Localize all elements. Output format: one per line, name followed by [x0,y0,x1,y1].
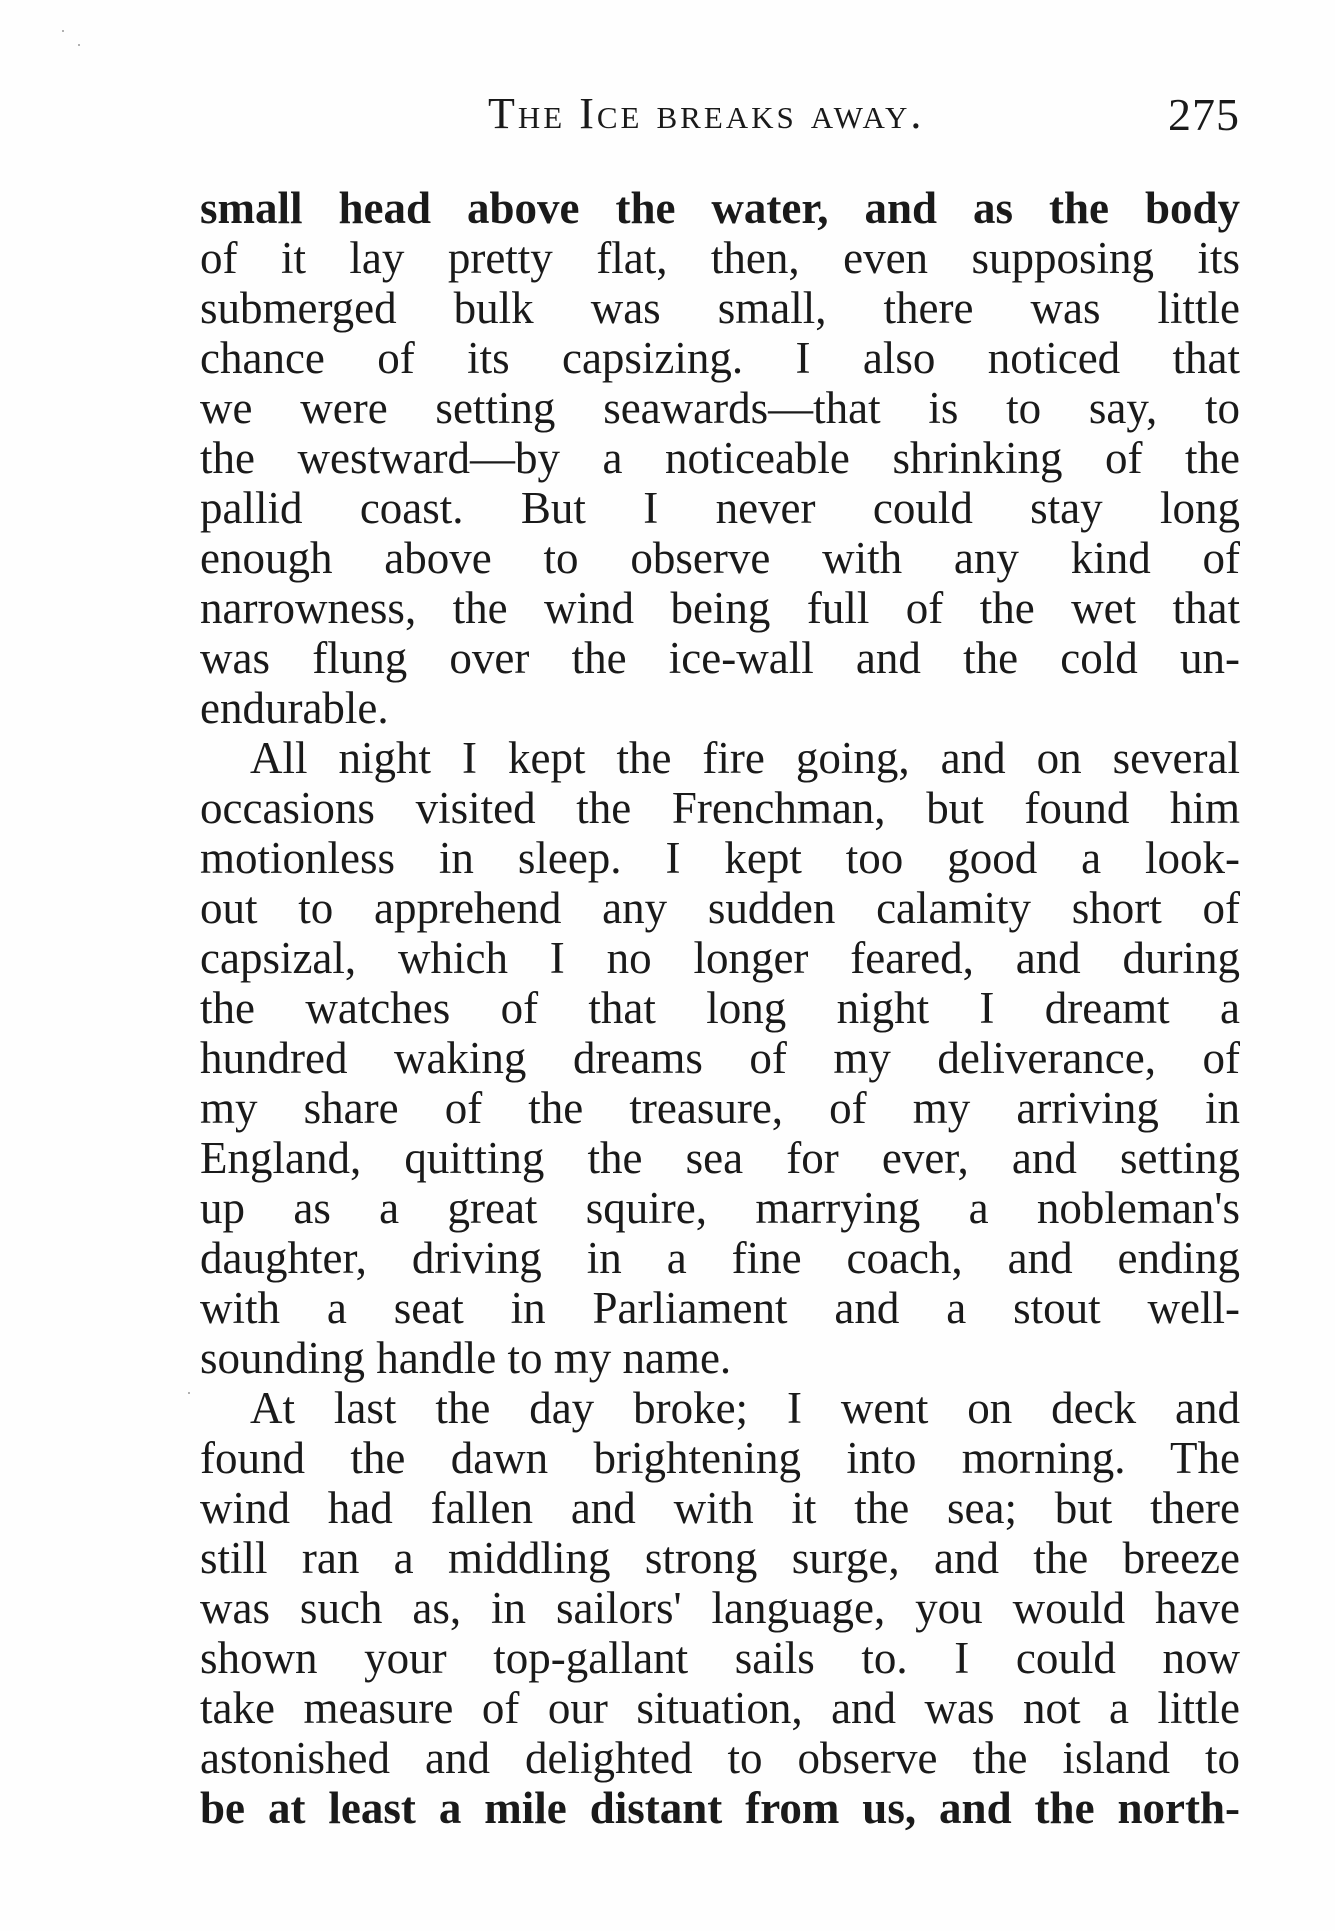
text-line: found the dawn brightening into morning. The [200,1433,1240,1483]
text-line: occasions visited the Frenchman, but found him [200,783,1240,833]
text-line: narrowness, the wind being full of the wet that [200,583,1240,633]
text-line: shown your top-gallant sails to. I could now [200,1633,1240,1683]
text-line: was flung over the ice-wall and the cold un- [200,633,1240,683]
text-line: up as a great squire, marrying a nobleman's [200,1183,1240,1233]
body-text [200,183,1240,1833]
text-line: astonished and delighted to observe the island to [200,1733,1240,1783]
paper-speck [78,44,80,46]
text-line: was such as, in sailors' language, you would have [200,1583,1240,1633]
text-line: sounding handle to my name. [200,1333,732,1383]
text-line: England, quitting the sea for ever, and setting [200,1133,1240,1183]
paper-speck [188,1392,190,1394]
text-line: enough above to observe with any kind of [200,533,1240,583]
text-line: submerged bulk was small, there was little [200,283,1240,333]
paper-speck [62,30,64,32]
text-line: chance of its capsizing. I also noticed that [200,333,1240,383]
text-line: take measure of our situation, and was not a little [200,1683,1240,1733]
text-line: small head above the water, and as the body [200,183,1240,233]
text-line: be at least a mile distant from us, and the north- [200,1783,1240,1833]
text-line: out to apprehend any sudden calamity short of [200,883,1240,933]
text-line: pallid coast. But I never could stay long [200,483,1240,533]
text-line: of it lay pretty flat, then, even supposing its [200,233,1240,283]
text-line: motionless in sleep. I kept too good a look- [200,833,1240,883]
text-line: At last the day broke; I went on deck and [250,1383,1240,1433]
text-line: All night I kept the fire going, and on several [250,733,1240,783]
page-header [200,88,1240,148]
text-line: the westward—by a noticeable shrinking of the [200,433,1240,483]
text-line: still ran a middling strong surge, and the breeze [200,1533,1240,1583]
text-line: capsizal, which I no longer feared, and during [200,933,1240,983]
running-title: The Ice breaks away. [488,89,925,138]
text-line: my share of the treasure, of my arriving in [200,1083,1240,1133]
text-line: hundred waking dreams of my deliverance, of [200,1033,1240,1083]
text-line: we were setting seawards—that is to say, to [200,383,1240,433]
text-line: the watches of that long night I dreamt a [200,983,1240,1033]
page-number: 275 [1168,89,1240,140]
text-line: endurable. [200,683,389,733]
text-line: wind had fallen and with it the sea; but there [200,1483,1240,1533]
text-line: with a seat in Parliament and a stout well- [200,1283,1240,1333]
text-line: daughter, driving in a fine coach, and ending [200,1233,1240,1283]
